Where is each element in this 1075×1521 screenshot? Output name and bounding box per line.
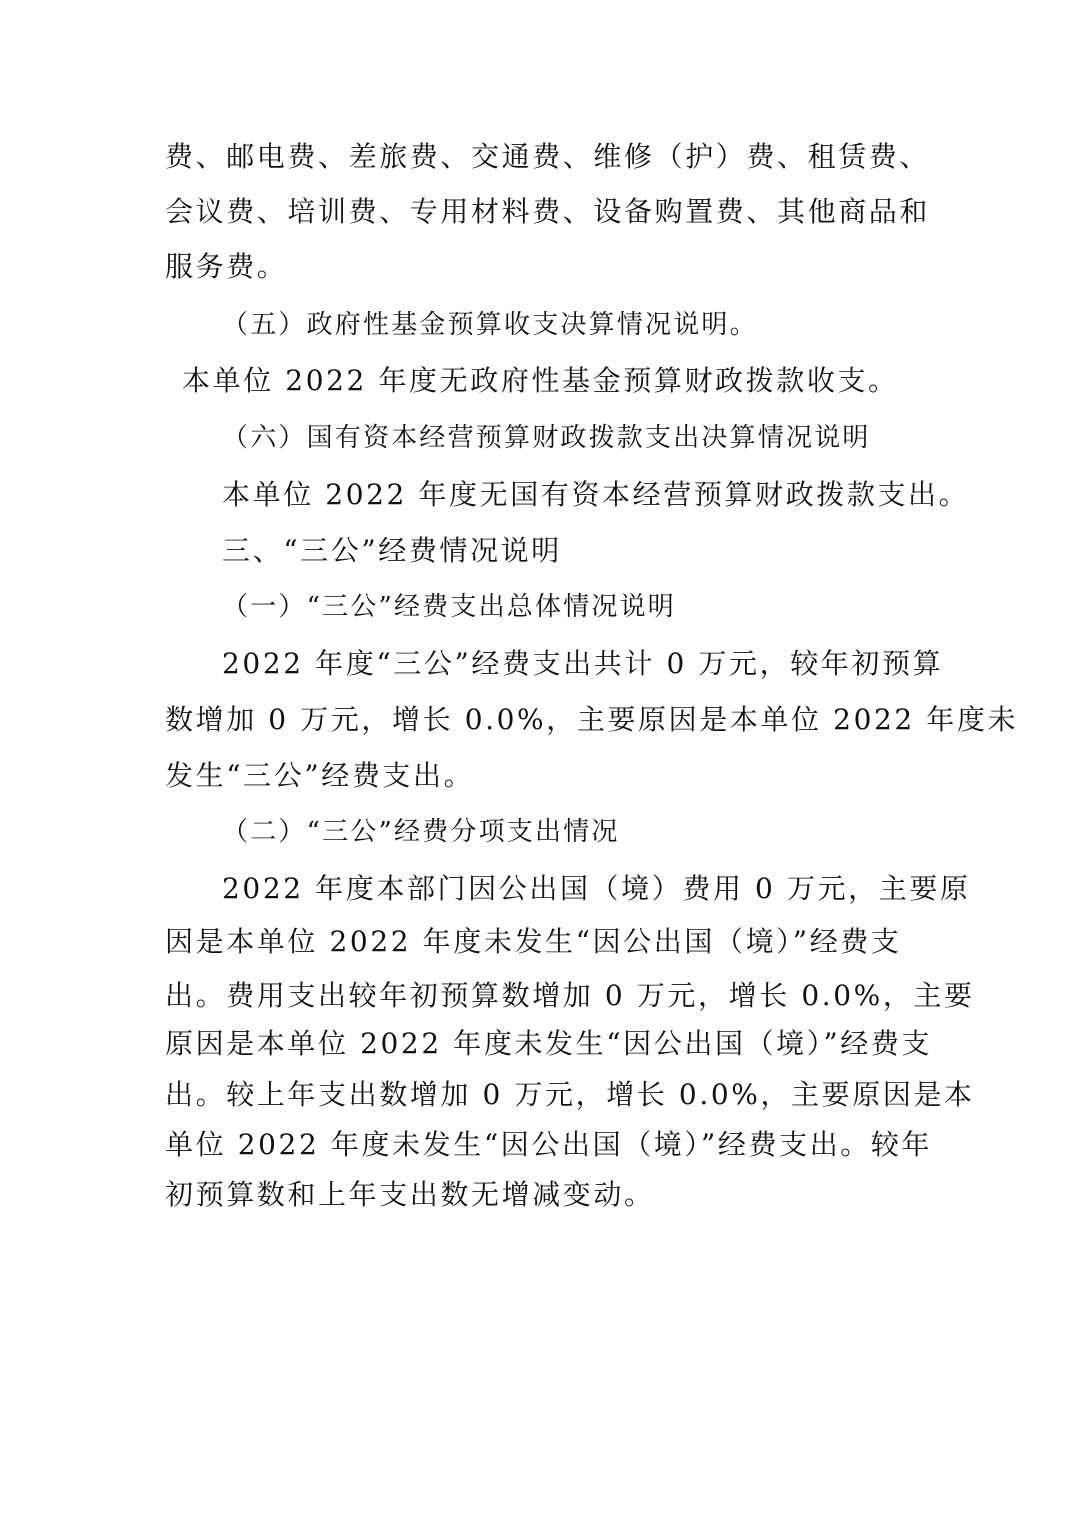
paragraph-line: 本单位 2022 年度无政府性基金预算财政拨款收支。 [182,364,899,397]
section-heading: （一）“三公”经费支出总体情况说明 [222,592,676,622]
paragraph-line: 初预算数和上年支出数无增减变动。 [165,1178,655,1211]
paragraph-line: 服务费。 [165,250,288,283]
paragraph-line: 出。较上年支出数增加 0 万元，增长 0.0%，主要原因是本 [165,1078,975,1111]
paragraph-line: 2022 年度本部门因公出国（境）费用 0 万元，主要原 [222,872,971,905]
section-heading: （五）政府性基金预算收支决算情况说明。 [222,310,758,340]
paragraph-line: 会议费、培训费、专用材料费、设备购置费、其他商品和 [165,195,931,228]
paragraph-line: 2022 年度“三公”经费支出共计 0 万元，较年初预算 [222,647,944,680]
paragraph-line: 原因是本单位 2022 年度未发生“因公出国（境）”经费支 [165,1027,933,1060]
section-heading: （二）“三公”经费分项支出情况 [222,817,620,847]
paragraph-line: 发生“三公”经费支出。 [165,759,475,792]
paragraph-line: 因是本单位 2022 年度未发生“因公出国（境）”经费支 [165,925,902,958]
paragraph-line: 出。费用支出较年初预算数增加 0 万元，增长 0.0%，主要 [165,979,975,1012]
paragraph-line: 数增加 0 万元，增长 0.0%，主要原因是本单位 2022 年度未 [165,703,1019,736]
paragraph-line: 费、邮电费、差旅费、交通费、维修（护）费、租赁费、 [165,140,931,173]
paragraph-line: 单位 2022 年度未发生“因公出国（境）”经费支出。较年 [165,1128,933,1161]
paragraph-line: 本单位 2022 年度无国有资本经营预算财政拨款支出。 [222,478,970,511]
major-heading: 三、“三公”经费情况说明 [222,534,562,567]
section-heading: （六）国有资本经营预算财政拨款支出决算情况说明 [222,423,871,453]
